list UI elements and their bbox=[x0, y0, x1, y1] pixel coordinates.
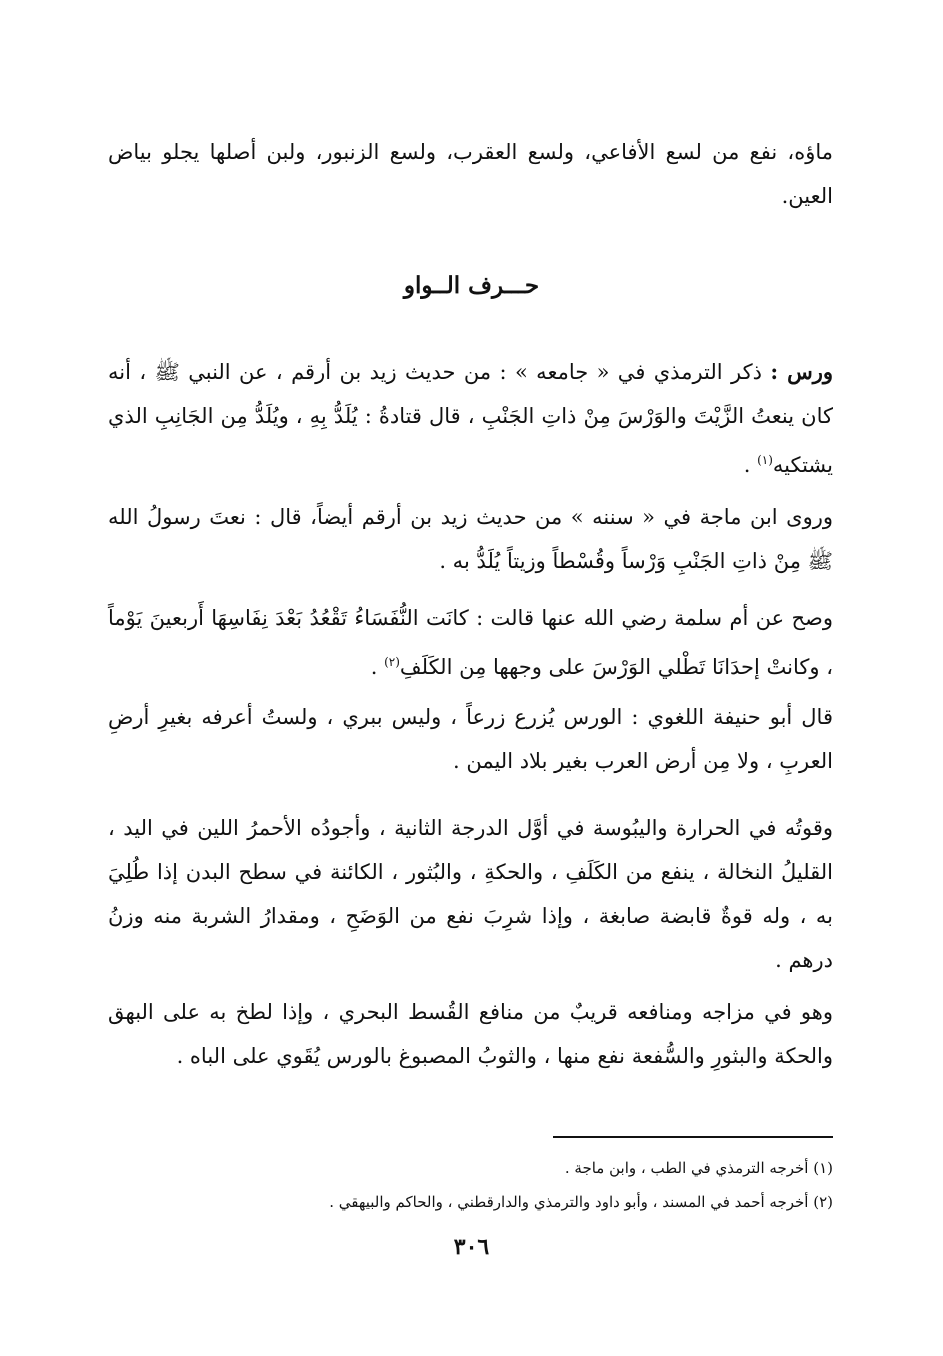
paragraph-text: قال أبو حنيفة اللغوي : الورس يُزرع زرعاً ، وليس ببري ، ولستُ أعرفه بغيرِ أرضِ العربِ ، ولا مِن أرض العرب بغير بلاد اليمن . bbox=[108, 705, 833, 773]
footnote-1: (١) أخرجه الترمذي في الطب ، وابن ماجة . bbox=[564, 1159, 833, 1177]
paragraph-abu-hanifa bbox=[108, 695, 833, 783]
page-number: ٣٠٦ bbox=[453, 1234, 490, 1260]
paragraph-ibn-majah bbox=[108, 495, 833, 583]
footnote-marker: (١) bbox=[757, 453, 773, 467]
continuation-paragraph bbox=[108, 130, 833, 218]
paragraph-tail: . bbox=[370, 655, 385, 679]
footnote-2: (٢) أخرجه أحمد في المسند ، وأبو داود والترمذي والدارقطني ، والحاكم والبيهقي . bbox=[329, 1193, 833, 1211]
footnote-marker: (٢) bbox=[384, 655, 400, 669]
paragraph-text: وروى ابن ماجة في « سننه » من حديث زيد بن أرقم أيضاً، قال : نعتَ رسولُ الله ﷺ مِنْ ذاتِ الجَنْبِ وَرْساً وقُسْطاً وزيتاً يُلَدُّ به . bbox=[108, 505, 833, 573]
section-heading: حـــرف الــواو bbox=[403, 272, 540, 299]
paragraph-text: وصح عن أم سلمة رضي الله عنها قالت : كانَت النُّفَسَاءُ تَقْعُدُ بَعْدَ نِفَاسِهَا أَربعينَ يَوْماً ، وكانتْ إحدَانَا تَطْلي الوَرْسَ على وجهها مِن الكَلَفِ bbox=[108, 606, 833, 679]
continuation-text: ماؤه، نفع من لسع الأفاعي، ولسع العقرب، ولسع الزنبور، ولبن أصلها يجلو بياض العين. bbox=[108, 140, 833, 208]
paragraph-text: وقوتُه في الحرارة واليبُوسة في أوَّل الدرجة الثانية ، وأجودُه الأحمرُ اللين في اليد ، القليلُ النخالة ، ينفع من الكَلَفِ ، والحكةِ ، والبُثور ، الكائنة في سطح البدن إذا طُلِيَ به ، وله قوةٌ قابضة صابغة ، وإذا شرِبَ نفع من الوَضَحِ ، ومقدارُ الشربة منه وزنُ درهم . bbox=[108, 816, 833, 972]
paragraph-benefits bbox=[108, 990, 833, 1078]
paragraph-text: وهو في مزاجه ومنافعه قريبٌ من منافع القُسط البحري ، وإذا لطخ به على البهق والحكة والبثورِ والسُّفعة نفع منها ، والثوبُ المصبوغ بالورس يُقَوي على الباه . bbox=[108, 1000, 833, 1068]
entry-lead: ورس : bbox=[770, 359, 833, 384]
footnote-divider bbox=[553, 1136, 833, 1138]
paragraph-wars bbox=[108, 350, 833, 487]
paragraph-text: ذكر الترمذي في « جامعه » : من حديث زيد بن أرقم ، عن النبي ﷺ ، أنه كان ينعتُ الزَّيْتَ والوَرْسَ مِنْ ذاتِ الجَنْبِ ، قال قتادةُ : يُلَدُّ بِهِ ، ويُلَدُّ مِن الجَانِبِ الذي يشتكيه bbox=[108, 360, 833, 477]
paragraph-umm-salama bbox=[108, 596, 833, 689]
paragraph-tail: . bbox=[743, 453, 758, 477]
paragraph-properties bbox=[108, 806, 833, 982]
